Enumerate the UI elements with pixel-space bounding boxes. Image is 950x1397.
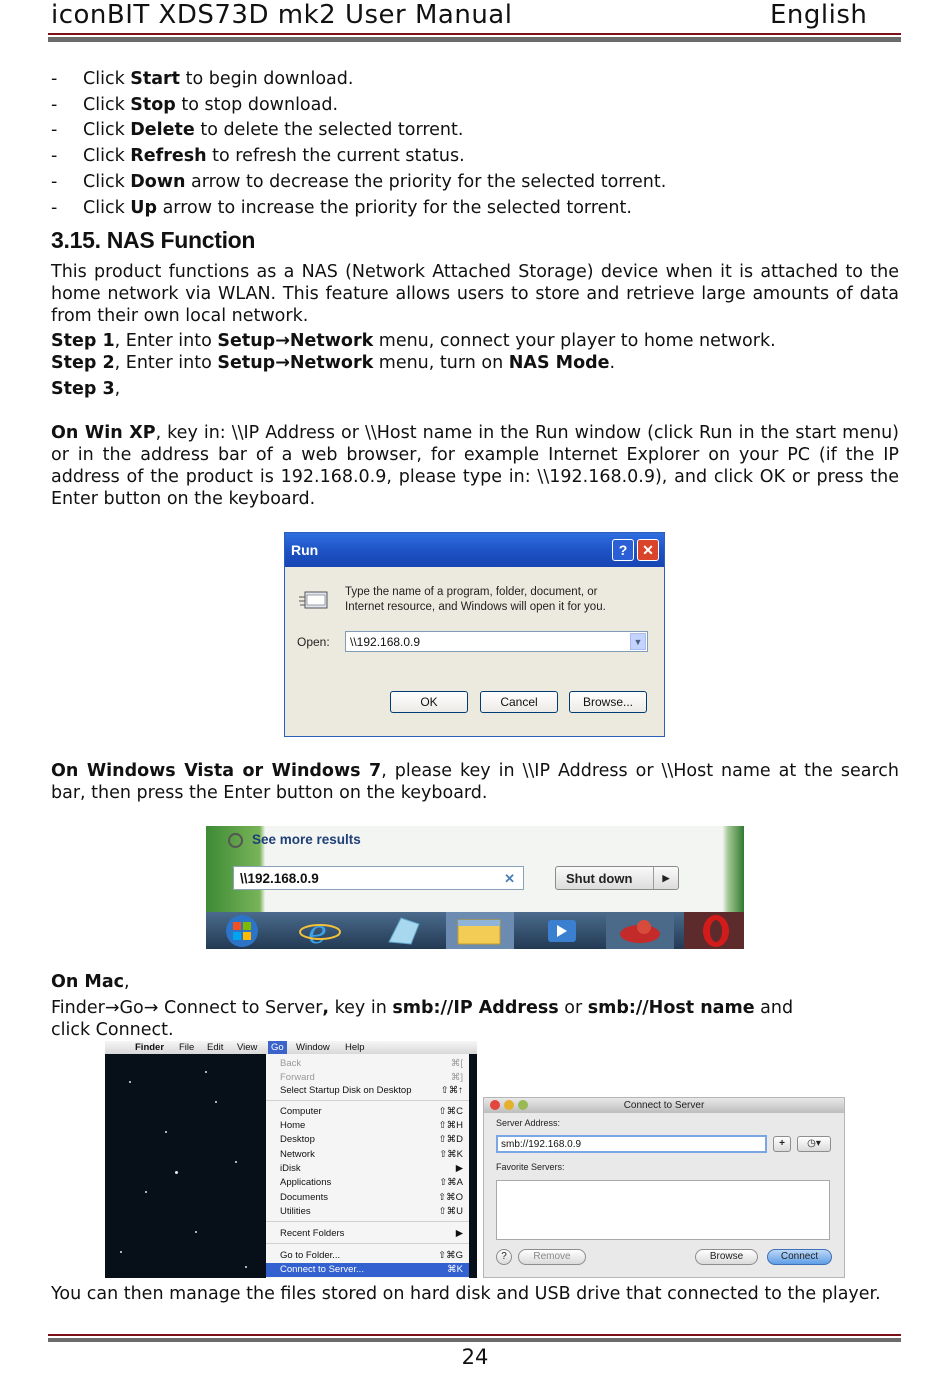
cancel-button[interactable]: Cancel [480,691,558,713]
server-address-label: Server Address: [496,1118,561,1128]
open-input[interactable]: \\192.168.0.9 ▼ [345,631,648,652]
menu-item-startup-disk[interactable]: Select Startup Disk on Desktop [280,1085,412,1096]
dialog-title-bar [484,1098,844,1113]
mac-menu-bar [105,1041,477,1054]
recent-servers-button[interactable]: ◷▾ [797,1136,831,1152]
bullet-list [51,67,666,221]
ok-button[interactable]: OK [390,691,468,713]
remove-button[interactable]: Remove [518,1249,586,1265]
menu-item-idisk[interactable]: iDisk [280,1163,301,1174]
chevron-right-icon[interactable]: ▶ [653,867,678,889]
menu-view[interactable]: View [237,1042,258,1053]
menu-item-go-to-folder[interactable]: Go to Folder... [280,1250,341,1261]
taskbar [206,912,744,949]
list-item: - Click Refresh to refresh the current status. [51,146,465,167]
mac-label: On Mac, [51,972,130,992]
menu-edit[interactable]: Edit [207,1042,224,1053]
add-favorite-button[interactable]: + [773,1136,791,1152]
connect-button[interactable]: Connect [767,1249,832,1265]
list-item: - Click Start to begin download. [51,69,354,89]
zoom-icon[interactable] [518,1100,528,1110]
app-icon-red[interactable] [606,912,674,949]
footer-rule-shadow [48,1338,901,1342]
step-2: Step 2, Enter into Setup→Network menu, turn on NAS Mode. [51,353,616,373]
connect-to-server-dialog [483,1097,845,1278]
menu-help[interactable]: Help [345,1042,365,1053]
menu-item-connect-to-server[interactable]: Connect to Server... [280,1264,364,1275]
svg-text:e: e [308,913,327,949]
dialog-title: Connect to Server [623,1100,705,1111]
win7-start-menu [206,826,744,949]
list-item: - Click Delete to delete the selected torrent. [51,120,464,141]
search-input[interactable]: \\192.168.0.9 ✕ [233,866,524,890]
step-1: Step 1, Enter into Setup→Network menu, connect your player to home network. [51,331,776,351]
mac-instruction-line2: click Connect. [51,1020,174,1040]
search-icon [228,833,243,848]
menu-item-network[interactable]: Network [280,1149,315,1160]
menu-item-applications[interactable]: Applications [280,1177,332,1188]
close-icon[interactable] [490,1100,500,1110]
header-rule-shadow [48,37,901,42]
mac-go-menu-screenshot [105,1041,477,1278]
list-item: - Click Stop to stop download. [51,94,339,115]
menu-finder[interactable]: Finder [135,1042,165,1053]
vista-paragraph: On Windows Vista or Windows 7, please key in \\IP Address or \\Host name at the search bar, then press the Enter button on the keyboard. [51,761,899,803]
run-description: Type the name of a program, folder, document, or Internet resource, and Windows will open it for you. [345,586,606,613]
page-number: 24 [461,1345,489,1369]
run-dialog [284,532,665,737]
closing-paragraph: You can then manage the files stored on hard disk and USB drive that connected to the player. [51,1284,881,1304]
help-button[interactable]: ? [612,539,634,561]
menu-item-desktop[interactable]: Desktop [280,1134,315,1145]
run-program-icon [299,589,329,611]
clear-icon[interactable]: ✕ [504,871,515,886]
winxp-paragraph: On Win XP, key in: \\IP Address or \\Host name in the Run window (click Run in the start menu) or in the address bar of a web browser, for example Internet Explorer on your PC (if the IP address of the product is 192.168.0.9, please type in: \\192.168.0.9), and click OK or press the Enter button on the keyboard. [51,423,899,509]
list-item: - Click Down arrow to decrease the priority for the selected torrent. [51,171,667,192]
list-item: - Click Up arrow to increase the priority for the selected torrent. [51,197,632,218]
favorite-servers-list[interactable] [496,1180,830,1240]
intro-paragraph: This product functions as a NAS (Network Attached Storage) device when it is attached to the home network via WLAN. This feature allows users to store and retrieve large amounts of data from their own local network. [51,262,899,326]
folder-icon[interactable] [446,912,514,949]
chevron-down-icon[interactable]: ▼ [630,633,646,650]
windows-start-orb-icon[interactable] [214,912,282,949]
opera-icon[interactable] [684,912,744,949]
menu-window[interactable]: Window [296,1042,330,1053]
menu-item-computer[interactable]: Computer [280,1106,322,1117]
header-rule [48,33,901,35]
windows-explorer-icon[interactable] [371,912,439,949]
menu-file[interactable]: File [179,1042,195,1053]
browse-button[interactable]: Browse... [569,691,647,713]
run-dialog-title: Run [285,533,664,567]
favorite-servers-label: Favorite Servers: [496,1162,565,1172]
go-menu-dropdown: Back ⌘[ Forward ⌘] Select Startup Disk on Desktop ⇧⌘↑ Computer ⇧⌘C Home ⇧⌘H Desktop ⇧⌘D Network ⇧⌘K iDisk ▶ Applications ⇧⌘A Documents ⇧⌘O Utilities ⇧⌘U Recent Folders ▶ Go to Folder... ⇧⌘G Connect to Server... ⌘K [266,1054,469,1278]
internet-explorer-icon[interactable] [286,912,354,949]
open-label: Open: [297,635,330,649]
section-heading: 3.15. NAS Function [51,227,256,253]
footer-rule [48,1334,901,1336]
help-button[interactable]: ? [496,1249,512,1265]
minimize-icon[interactable] [504,1100,514,1110]
see-more-results-link[interactable]: See more results [252,832,361,847]
close-button[interactable]: ✕ [637,539,659,561]
shutdown-button[interactable]: Shut down ▶ [555,866,679,890]
menu-item-home[interactable]: Home [280,1120,306,1131]
header-title: iconBIT XDS73D mk2 User Manual [51,0,513,30]
menu-item-back: Back [280,1058,302,1069]
header-language: English [770,0,868,30]
server-address-input[interactable]: smb://192.168.0.9 [496,1135,767,1153]
step-3: Step 3, [51,379,121,399]
menu-item-recent-folders[interactable]: Recent Folders [280,1228,345,1239]
menu-item-utilities[interactable]: Utilities [280,1206,311,1217]
media-player-icon[interactable] [528,912,596,949]
browse-button[interactable]: Browse [695,1249,758,1265]
menu-item-documents[interactable]: Documents [280,1192,329,1203]
menu-item-forward: Forward [280,1072,315,1083]
mac-instruction-line1: Finder→Go→ Connect to Server, key in smb://IP Address or smb://Host name and [51,998,794,1018]
menu-go[interactable]: Go [268,1041,287,1054]
